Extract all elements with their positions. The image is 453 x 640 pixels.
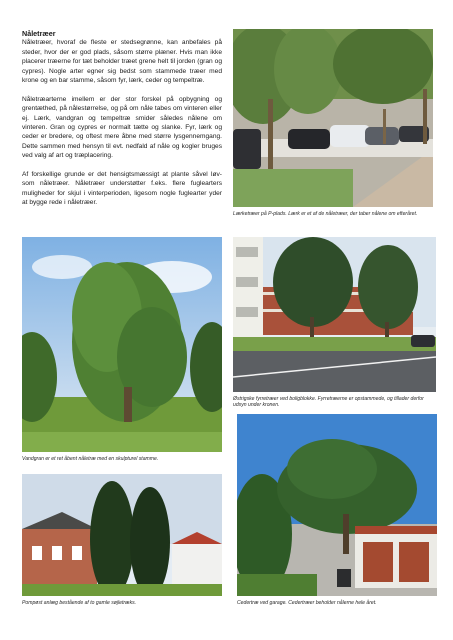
paragraph-2: Nåletræarterne imellem er der stor forskel på opbygning og grentæthed, på nålestørrelse, og på om nåle tabes om vinteren eller ej. Lærk, vandgran og tempeltræ smider således nålene om vinteren. Gran og cypres er normalt tætte og slanke. Fyr, lærk og ceder er bredere, og oftest mere åbne med større lysgennemgang. Dette sammen med hensyn til evt. nedfald af nåle og kogler bruges ved valg af art og træplacering.	[22, 95, 222, 160]
paragraph-3: Af forskellige grunde er det hensigtsmæssigt at plante såvel løv- som nåletræer. Nåletræer understøtter f.eks. flere fuglearters muligheder for skjul i vinterperioden, ligesom nogle fuglearter yder at bygge rede i nåletræer.	[22, 171, 222, 207]
caption-larch: Lærketræer på P-plads. Lærk er et af de nåletræer, der taber nålene om efteråret.	[233, 211, 418, 217]
photo-water-fir	[22, 237, 222, 452]
photo-cypress	[22, 474, 222, 596]
caption-cedar: Cedertræ ved garage. Cedertræer beholder nålerne hele året.	[237, 600, 377, 606]
caption-cypress: Pompøst anlæg bestående af to gamle søjletræks.	[22, 600, 137, 606]
photo-larch-parking	[233, 29, 433, 207]
article-text	[22, 29, 222, 217]
caption-pines: Østrigske fyrretræer ved boligblokke. Fyrretræerne er opstammede, og tillader derfor udsyn under kronen.	[233, 396, 424, 409]
section-heading: Nåletræer	[22, 29, 56, 38]
photo-cedar-garage	[237, 414, 437, 596]
caption-water-fir: Vandgran er et ret åbent nåletræ med en skulpturel stamme.	[22, 456, 159, 462]
photo-pines-apartments	[233, 237, 436, 392]
paragraph-1: Nåletræer, hvoraf de fleste er stedsegrønne, kan anbefales på steder, hvor der er god plads, såsom større plæner. Hvis man ikke placerer træerne for tæt beholder træet grene helt til jorden (gran og cypres). Nogle arter egner sig bedst som stammede træer med krone og en bar stamme, såsom fyr, lærk, ceder og tempeltræ.	[22, 39, 222, 85]
